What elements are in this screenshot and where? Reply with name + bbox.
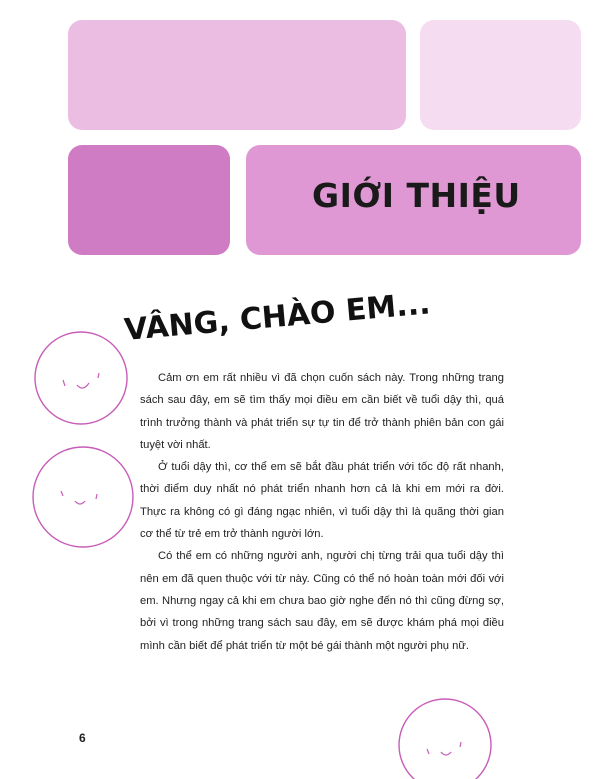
decorative-tile-bottom-left xyxy=(68,145,230,255)
decorative-tile-top-left xyxy=(68,20,406,130)
decorative-tile-top-right xyxy=(420,20,581,130)
paragraph: Cảm ơn em rất nhiều vì đã chọn cuốn sách này. Trong những trang sách sau đây, em sẽ tìm thấy mọi điều em cần biết về tuổi dậy thì, quá trình trưởng thành và phát triển sự tự tin để trở thành phiên bản con gái tuyệt vời nhất. xyxy=(140,372,504,451)
paragraph: Có thể em có những người anh, người chị từng trải qua tuổi dậy thì nên em đã quen thuộc với từ này. Cũng có thể nó hoàn toàn mới đối với em. Nhưng ngay cả khi em chưa bao giờ nghe đến nó thì cũng đừng sợ, bởi vì trong những trang sách sau đây, em sẽ được khám phá mọi điều mình cần biết để phát triển từ một bé gái thành một người phụ nữ. xyxy=(140,550,504,652)
smiley-face-icon xyxy=(31,445,135,549)
paragraph: Ở tuổi dậy thì, cơ thể em sẽ bắt đầu phát triển với tốc độ rất nhanh, thời điểm duy nhất nó phát triển nhanh hơn cả là khi em mới ra đời. Thực ra không có gì đáng ngạc nhiên, vì tuổi dậy thì là quãng thời gian cơ thể từ trẻ em trở thành người lớn. xyxy=(140,461,504,541)
article-heading: VÂNG, CHÀO EM... xyxy=(122,286,432,348)
page-number: 6 xyxy=(79,731,86,745)
smiley-face-icon xyxy=(33,330,129,426)
article-body xyxy=(140,367,504,657)
smiley-face-icon xyxy=(397,697,493,779)
section-title: GIỚI THIỆU xyxy=(312,176,521,215)
